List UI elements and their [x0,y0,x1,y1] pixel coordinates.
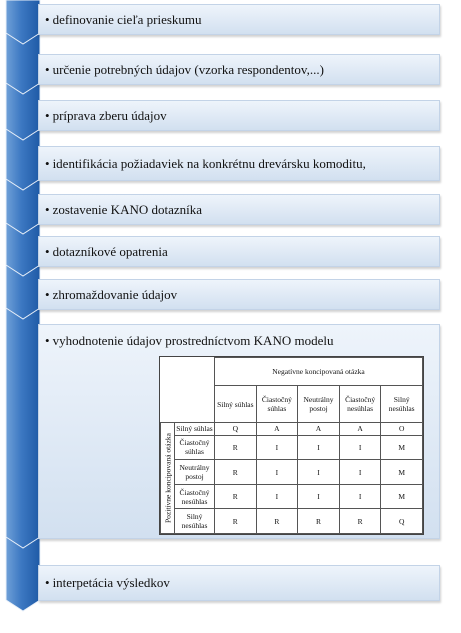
kano-table-corner [161,358,215,423]
kano-cell: I [298,435,340,460]
table-row [161,460,423,485]
process-step [38,565,440,601]
kano-cell: A [298,422,340,435]
kano-column-header: Neutrálny postoj [298,386,340,422]
kano-evaluation-table [159,356,424,535]
kano-row-header: Neutrálny postoj [175,460,215,485]
kano-cell: O [381,422,423,435]
process-step-label: vyhodnotenie údajov prostredníctvom KANO modelu [52,333,334,348]
kano-column-header: Silný súhlas [215,386,257,422]
process-step [38,194,440,225]
kano-row-header: Čiastočný nesúhlas [175,484,215,509]
process-step-label: zostavenie KANO dotazníka [52,201,203,217]
kano-cell: I [256,460,298,485]
process-step [38,236,440,267]
kano-cell: I [298,484,340,509]
kano-cell: R [215,484,257,509]
process-step-label: určenie potrebných údajov (vzorka respondentov,...) [52,61,324,77]
kano-cell: M [381,435,423,460]
process-step [38,279,440,310]
kano-cell: R [215,435,257,460]
process-step-label: definovanie cieľa prieskumu [52,11,202,27]
process-step-label: interpetácia výsledkov [52,575,170,590]
bullet-icon: • [45,107,50,123]
table-row [161,509,423,534]
chevron-arrow-icon [6,308,40,549]
kano-cell: I [298,460,340,485]
process-step-label: zhromaždovanie údajov [52,286,178,302]
bullet-icon: • [45,286,50,302]
kano-column-header: Silný nesúhlas [381,386,423,422]
table-row [161,435,423,460]
process-step-label: príprava zberu údajov [52,107,167,123]
bullet-icon: • [45,155,50,171]
process-step [38,4,440,35]
kano-cell: A [256,422,298,435]
process-step-label: identifikácia požiadaviek na konkrétnu drevársku komoditu, [52,155,366,171]
kano-cell: Q [381,509,423,534]
kano-row-header: Silný súhlas [176,424,213,434]
bullet-icon: • [45,201,50,217]
kano-cell: A [339,422,381,435]
bullet-icon: • [45,575,50,590]
bullet-icon: • [45,11,50,27]
process-step [38,146,440,181]
kano-cell: M [381,460,423,485]
kano-positive-header [161,422,175,533]
kano-column-header: Čiastočný nesúhlas [339,386,381,422]
kano-cell: I [339,484,381,509]
kano-cell: I [339,435,381,460]
kano-cell: I [339,460,381,485]
kano-cell: M [381,484,423,509]
process-step [38,100,440,131]
kano-column-header: Čiastočný súhlas [256,386,298,422]
kano-row-header: Čiastočný súhlas [175,435,215,460]
kano-row-header: Silný nesúhlas [175,509,215,534]
bullet-icon: • [45,333,50,348]
kano-cell: Q [215,422,257,435]
kano-cell: R [215,509,257,534]
kano-cell: I [256,435,298,460]
kano-cell: R [298,509,340,534]
chevron-arrow-icon [6,537,40,611]
kano-cell: R [256,509,298,534]
process-step [38,54,440,85]
process-step-label: dotazníkové opatrenia [52,243,168,259]
bullet-icon: • [45,243,50,259]
table-row [161,484,423,509]
kano-cell: R [215,460,257,485]
kano-positive-header-label: Pozitívne koncipovaná otázka [163,432,172,523]
kano-cell: R [339,509,381,534]
table-row [161,422,423,435]
bullet-icon: • [45,61,50,77]
kano-cell: I [256,484,298,509]
kano-negative-header: Negatívne koncipovaná otázka [215,358,423,386]
